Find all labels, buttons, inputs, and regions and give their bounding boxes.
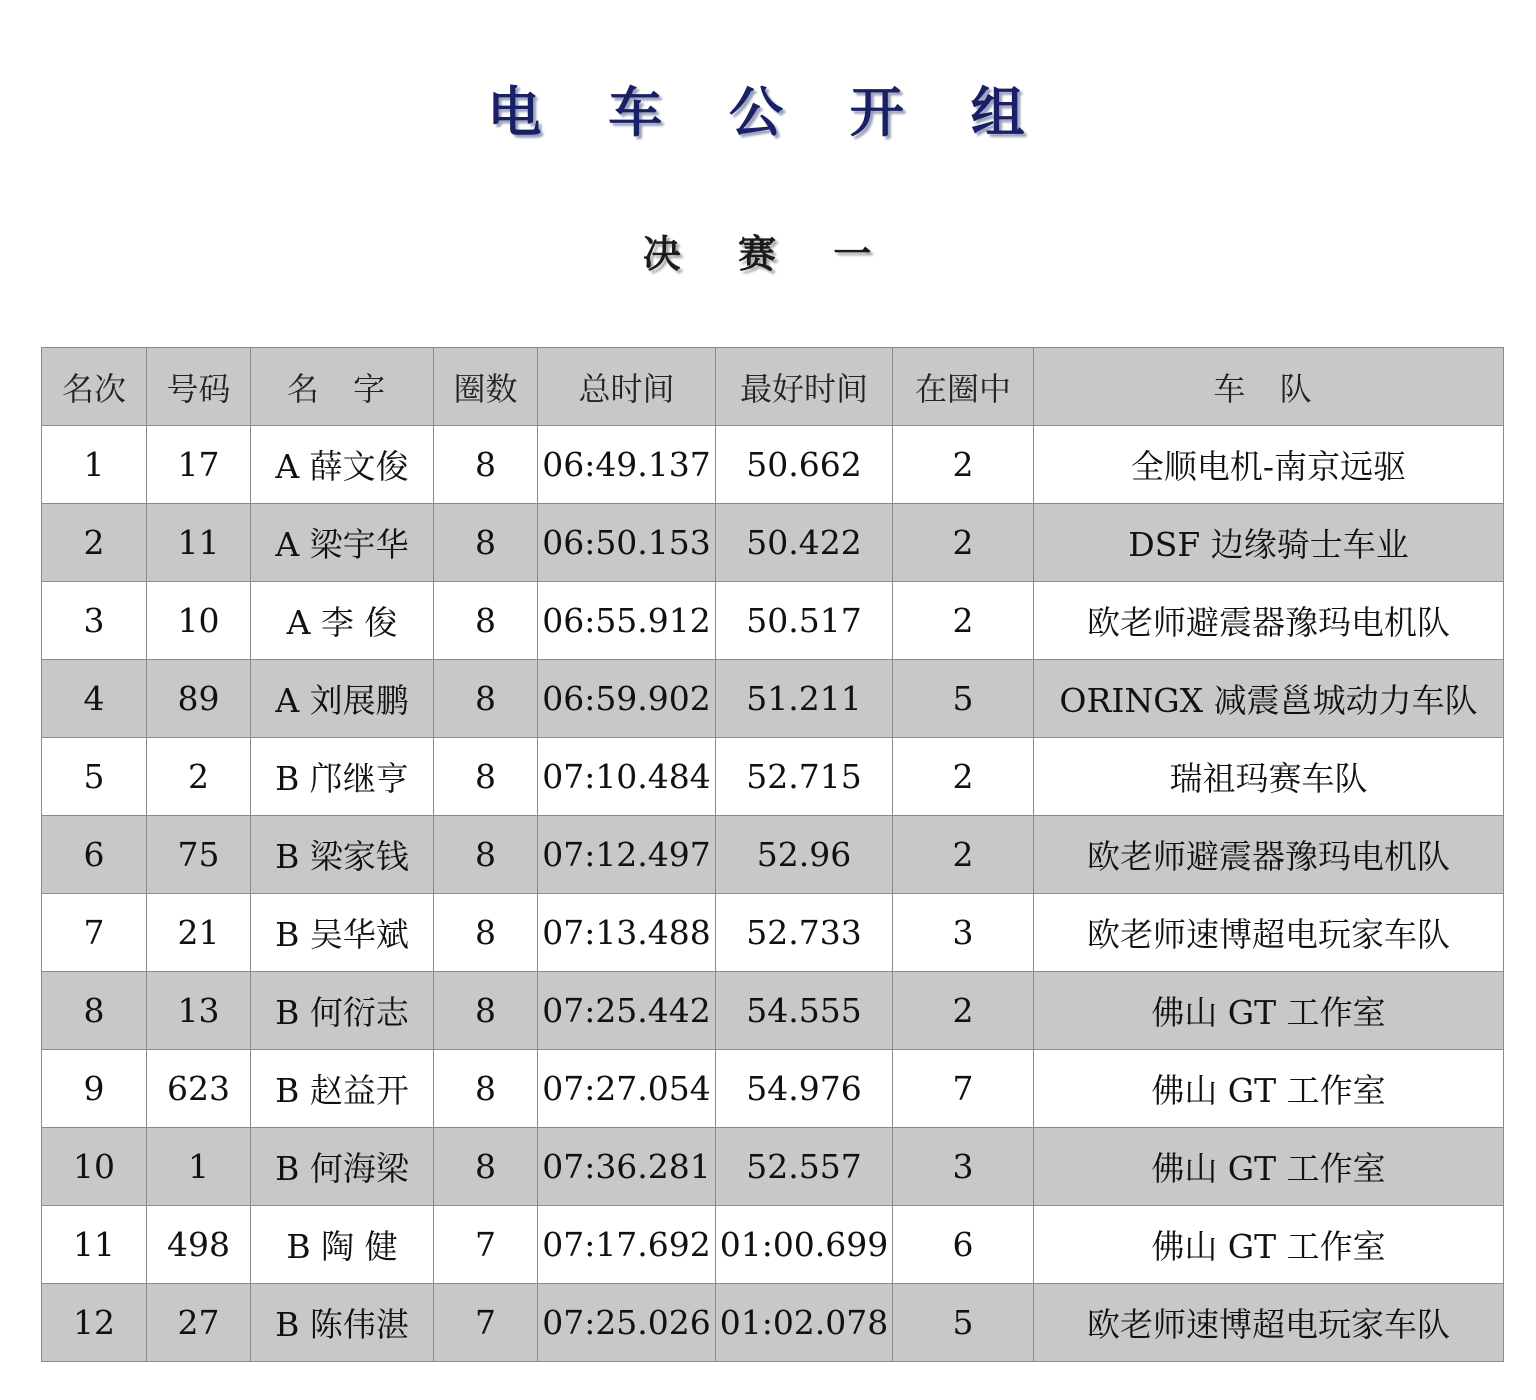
page-title: 电 车 公 开 组 bbox=[487, 81, 1049, 144]
cell-team: DSF 边缘骑士车业 bbox=[1034, 504, 1504, 582]
header-best-time: 最好时间 bbox=[716, 348, 893, 426]
cell-total-time: 07:13.488 bbox=[538, 894, 716, 972]
cell-in-lap: 7 bbox=[893, 1050, 1034, 1128]
cell-name: A 梁宇华 bbox=[251, 504, 434, 582]
cell-team: 全顺电机-南京远驱 bbox=[1034, 426, 1504, 504]
cell-laps: 7 bbox=[434, 1206, 538, 1284]
table-row bbox=[42, 660, 1504, 738]
cell-laps: 8 bbox=[434, 1050, 538, 1128]
cell-rank: 5 bbox=[42, 738, 147, 816]
cell-name: B 陈伟湛 bbox=[251, 1284, 434, 1362]
cell-total-time: 07:25.442 bbox=[538, 972, 716, 1050]
table-row bbox=[42, 1284, 1504, 1362]
cell-total-time: 07:10.484 bbox=[538, 738, 716, 816]
cell-rank: 2 bbox=[42, 504, 147, 582]
cell-number: 498 bbox=[147, 1206, 251, 1284]
cell-best-time: 54.555 bbox=[716, 972, 893, 1050]
cell-number: 89 bbox=[147, 660, 251, 738]
cell-team: 欧老师避震器豫玛电机队 bbox=[1034, 582, 1504, 660]
cell-name: B 陶 健 bbox=[251, 1206, 434, 1284]
cell-rank: 3 bbox=[42, 582, 147, 660]
cell-number: 11 bbox=[147, 504, 251, 582]
cell-team: 欧老师速博超电玩家车队 bbox=[1034, 894, 1504, 972]
cell-best-time: 50.517 bbox=[716, 582, 893, 660]
table-row bbox=[42, 1050, 1504, 1128]
cell-number: 21 bbox=[147, 894, 251, 972]
cell-name: A 刘展鹏 bbox=[251, 660, 434, 738]
cell-best-time: 52.715 bbox=[716, 738, 893, 816]
header-name: 名 字 bbox=[251, 348, 434, 426]
cell-laps: 8 bbox=[434, 1128, 538, 1206]
cell-rank: 6 bbox=[42, 816, 147, 894]
table-row bbox=[42, 1206, 1504, 1284]
cell-laps: 8 bbox=[434, 426, 538, 504]
cell-best-time: 01:02.078 bbox=[716, 1284, 893, 1362]
header-laps: 圈数 bbox=[434, 348, 538, 426]
cell-best-time: 51.211 bbox=[716, 660, 893, 738]
header-in-lap: 在圈中 bbox=[893, 348, 1034, 426]
cell-in-lap: 2 bbox=[893, 738, 1034, 816]
cell-laps: 8 bbox=[434, 738, 538, 816]
results-table bbox=[41, 347, 1504, 1362]
cell-rank: 11 bbox=[42, 1206, 147, 1284]
header-team: 车 队 bbox=[1034, 348, 1504, 426]
cell-in-lap: 2 bbox=[893, 816, 1034, 894]
header-total-time: 总时间 bbox=[538, 348, 716, 426]
cell-total-time: 07:36.281 bbox=[538, 1128, 716, 1206]
cell-team: 欧老师避震器豫玛电机队 bbox=[1034, 816, 1504, 894]
cell-best-time: 52.96 bbox=[716, 816, 893, 894]
cell-team: ORINGX 减震邕城动力车队 bbox=[1034, 660, 1504, 738]
cell-number: 2 bbox=[147, 738, 251, 816]
cell-team: 佛山 GT 工作室 bbox=[1034, 1128, 1504, 1206]
cell-in-lap: 5 bbox=[893, 1284, 1034, 1362]
cell-team: 佛山 GT 工作室 bbox=[1034, 1206, 1504, 1284]
cell-name: A 薛文俊 bbox=[251, 426, 434, 504]
cell-in-lap: 6 bbox=[893, 1206, 1034, 1284]
cell-total-time: 07:27.054 bbox=[538, 1050, 716, 1128]
cell-number: 623 bbox=[147, 1050, 251, 1128]
cell-rank: 4 bbox=[42, 660, 147, 738]
cell-total-time: 07:25.026 bbox=[538, 1284, 716, 1362]
cell-in-lap: 2 bbox=[893, 426, 1034, 504]
cell-team: 瑞祖玛赛车队 bbox=[1034, 738, 1504, 816]
cell-laps: 8 bbox=[434, 894, 538, 972]
cell-laps: 8 bbox=[434, 504, 538, 582]
cell-total-time: 06:49.137 bbox=[538, 426, 716, 504]
table-row bbox=[42, 426, 1504, 504]
cell-name: B 吴华斌 bbox=[251, 894, 434, 972]
table-row bbox=[42, 972, 1504, 1050]
cell-in-lap: 3 bbox=[893, 894, 1034, 972]
cell-rank: 7 bbox=[42, 894, 147, 972]
cell-in-lap: 2 bbox=[893, 972, 1034, 1050]
cell-laps: 8 bbox=[434, 582, 538, 660]
cell-team: 欧老师速博超电玩家车队 bbox=[1034, 1284, 1504, 1362]
cell-total-time: 07:17.692 bbox=[538, 1206, 716, 1284]
cell-number: 10 bbox=[147, 582, 251, 660]
table-header-row bbox=[42, 348, 1504, 426]
cell-best-time: 54.976 bbox=[716, 1050, 893, 1128]
cell-in-lap: 3 bbox=[893, 1128, 1034, 1206]
table-row bbox=[42, 816, 1504, 894]
cell-total-time: 06:50.153 bbox=[538, 504, 716, 582]
table-row bbox=[42, 504, 1504, 582]
cell-name: B 何衍志 bbox=[251, 972, 434, 1050]
cell-name: B 赵益开 bbox=[251, 1050, 434, 1128]
table-row bbox=[42, 894, 1504, 972]
cell-number: 13 bbox=[147, 972, 251, 1050]
cell-in-lap: 2 bbox=[893, 504, 1034, 582]
cell-number: 75 bbox=[147, 816, 251, 894]
cell-rank: 1 bbox=[42, 426, 147, 504]
header-number: 号码 bbox=[147, 348, 251, 426]
cell-in-lap: 2 bbox=[893, 582, 1034, 660]
cell-in-lap: 5 bbox=[893, 660, 1034, 738]
cell-total-time: 06:59.902 bbox=[538, 660, 716, 738]
cell-best-time: 01:00.699 bbox=[716, 1206, 893, 1284]
cell-rank: 9 bbox=[42, 1050, 147, 1128]
cell-name: A 李 俊 bbox=[251, 582, 434, 660]
cell-total-time: 06:55.912 bbox=[538, 582, 716, 660]
cell-best-time: 52.733 bbox=[716, 894, 893, 972]
table-row bbox=[42, 582, 1504, 660]
header-rank: 名次 bbox=[42, 348, 147, 426]
cell-laps: 7 bbox=[434, 1284, 538, 1362]
cell-number: 27 bbox=[147, 1284, 251, 1362]
cell-best-time: 50.662 bbox=[716, 426, 893, 504]
cell-best-time: 50.422 bbox=[716, 504, 893, 582]
cell-rank: 12 bbox=[42, 1284, 147, 1362]
table-row bbox=[42, 1128, 1504, 1206]
cell-name: B 梁家钱 bbox=[251, 816, 434, 894]
table-row bbox=[42, 738, 1504, 816]
cell-number: 17 bbox=[147, 426, 251, 504]
cell-number: 1 bbox=[147, 1128, 251, 1206]
cell-team: 佛山 GT 工作室 bbox=[1034, 1050, 1504, 1128]
cell-total-time: 07:12.497 bbox=[538, 816, 716, 894]
cell-name: B 邝继亨 bbox=[251, 738, 434, 816]
cell-name: B 何海梁 bbox=[251, 1128, 434, 1206]
cell-laps: 8 bbox=[434, 972, 538, 1050]
results-body bbox=[42, 426, 1504, 1362]
cell-laps: 8 bbox=[434, 660, 538, 738]
page-subtitle: 决 赛 一 bbox=[642, 232, 894, 276]
cell-rank: 8 bbox=[42, 972, 147, 1050]
cell-laps: 8 bbox=[434, 816, 538, 894]
cell-rank: 10 bbox=[42, 1128, 147, 1206]
cell-best-time: 52.557 bbox=[716, 1128, 893, 1206]
cell-team: 佛山 GT 工作室 bbox=[1034, 972, 1504, 1050]
